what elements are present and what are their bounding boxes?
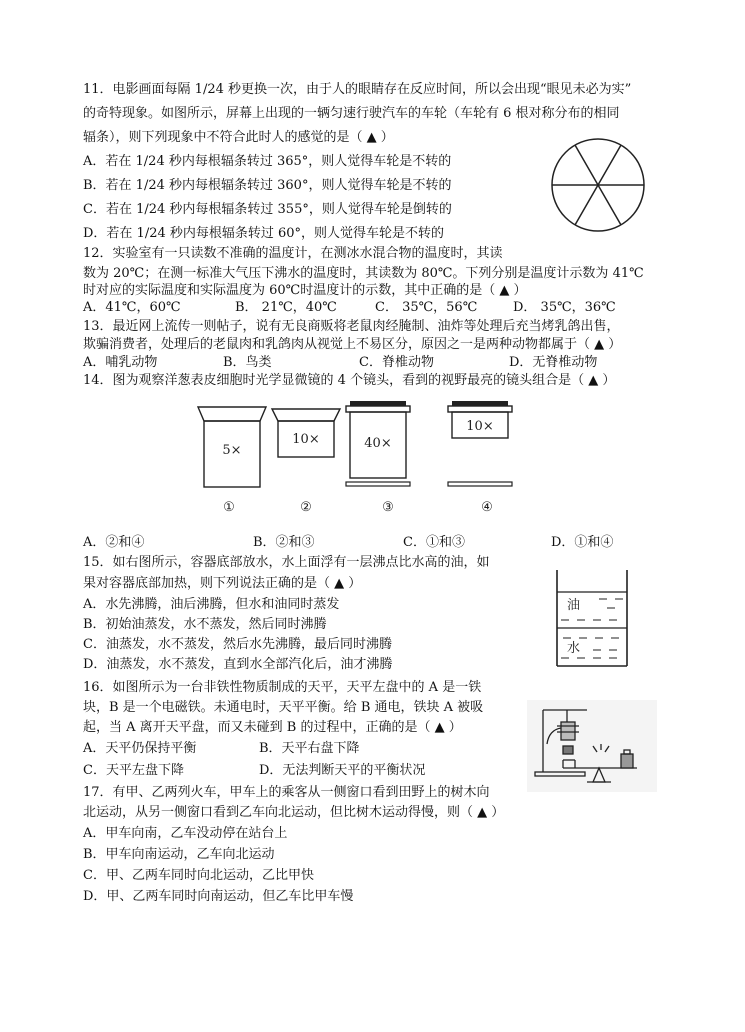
lens-3-label: 40× — [364, 436, 392, 451]
oil-label: 油 — [567, 598, 581, 613]
q14-option-c: C．①和③ — [403, 535, 465, 550]
q11-option-a: A．若在 1/24 秒内每根辐条转过 365°，则人觉得车轮是不转的 — [83, 154, 452, 169]
q17-option-a: A．甲车向南，乙车没动停在站台上 — [83, 826, 288, 841]
q12-stem-line-3: 时对应的实际温度和实际温度为 60℃时温度计的示数，其中正确的是（ ▲ ） — [83, 283, 527, 298]
q14-option-b: B．②和③ — [253, 535, 315, 550]
lens-1-label: 5× — [222, 443, 242, 458]
q16-stem-line-2: 块，B 是一个电磁铁。未通电时，天平平衡。给 B 通电，铁块 A 被吸 — [83, 700, 484, 715]
q11-option-d: D．若在 1/24 秒内每根辐条转过 60°，则人觉得车轮是不转的 — [83, 226, 445, 241]
q13-stem-line-1: 13．最近网上流传一则帖子，说有无良商贩将老鼠肉经腌制、油炸等处理后充当烤乳鸽出售， — [83, 319, 620, 334]
q15-stem-line-1: 15．如右图所示，容器底部放水，水上面浮有一层沸点比水高的油，如 — [83, 555, 490, 570]
q17-option-d: D．甲、乙两车同时向南运动，但乙车比甲车慢 — [83, 889, 354, 904]
lens-2-eyepiece — [272, 409, 340, 457]
q12-stem-line-2: 数为 20℃；在测一标准大气压下沸水的温度时，其读数为 80℃。下列分别是温度计示数为 41℃ — [83, 266, 644, 281]
q14-stem: 14．图为观察洋葱表皮细胞时光学显微镜的 4 个镜头，看到的视野最亮的镜头组合是（ ▲ ） — [83, 373, 616, 388]
q12-option-b: B． 21℃，40℃ — [235, 300, 337, 315]
lens-3-number: ③ — [382, 500, 394, 515]
q11-option-c: C．若在 1/24 秒内每根辐条转过 355°，则人觉得车轮是倒转的 — [83, 202, 452, 217]
q16-stem-line-1: 16．如图所示为一台非铁性物质制成的天平，天平左盘中的 A 是一铁 — [83, 680, 482, 695]
lens-1-number: ① — [223, 500, 235, 515]
q15-option-a: A．水先沸腾，油后沸腾，但水和油同时蒸发 — [83, 597, 340, 612]
q16-option-b: B．天平右盘下降 — [259, 741, 360, 756]
q17-stem-line-2: 北运动，从另一侧窗口看到乙车向北运动，但比树木运动得慢，则（ ▲ ） — [83, 805, 505, 820]
q11-option-b: B．若在 1/24 秒内每根辐条转过 360°，则人觉得车轮是不转的 — [83, 178, 452, 193]
beaker-figure — [553, 568, 631, 668]
lens-4-objective — [448, 401, 512, 486]
microscope-lenses-figure — [190, 395, 550, 520]
lens-2-number: ② — [300, 500, 312, 515]
q12-option-a: A．41℃，60℃ — [83, 300, 181, 315]
q11-stem-line-2: 的奇特现象。如图所示，屏幕上出现的一辆匀速行驶汽车的车轮（车轮有 6 根对称分布的相同 — [83, 106, 620, 121]
q15-option-c: C．油蒸发，水不蒸发，然后水先沸腾，最后同时沸腾 — [83, 637, 392, 652]
q13-option-d: D．无脊椎动物 — [509, 355, 598, 370]
q17-stem-line-1: 17．有甲、乙两列火车，甲车上的乘客从一侧窗口看到田野上的树木向 — [83, 785, 490, 800]
q12-option-c: C． 35℃，56℃ — [375, 300, 478, 315]
q13-option-a: A．哺乳动物 — [83, 355, 158, 370]
q16-option-a: A．天平仍保持平衡 — [83, 741, 197, 756]
q11-stem-line-3: 辐条），则下列现象中不符合此时人的感觉的是（ ▲ ） — [83, 130, 394, 145]
q11-stem-line-1: 11．电影画面每隔 1/24 秒更换一次，由于人的眼睛存在反应时间，所以会出现“眼见未必为实” — [83, 82, 632, 97]
q12-option-d: D． 35℃，36℃ — [513, 300, 616, 315]
q14-option-a: A．②和④ — [83, 535, 145, 550]
q15-option-d: D．油蒸发，水不蒸发，直到水全部汽化后，油才沸腾 — [83, 657, 393, 672]
lens-2-label: 10× — [292, 432, 320, 447]
q15-option-b: B．初始油蒸发，水不蒸发，然后同时沸腾 — [83, 617, 327, 632]
q16-option-c: C．天平左盘下降 — [83, 763, 184, 778]
q16-option-d: D．无法判断天平的平衡状况 — [259, 763, 426, 778]
wheel-figure — [549, 136, 647, 234]
q13-option-c: C．脊椎动物 — [359, 355, 434, 370]
lens-4-number: ④ — [481, 500, 493, 515]
q17-option-c: C．甲、乙两车同时向北运动，乙比甲快 — [83, 868, 314, 883]
q15-stem-line-2: 果对容器底部加热，则下列说法正确的是（ ▲ ） — [83, 576, 362, 591]
q12-stem-line-1: 12．实验室有一只读数不准确的温度计，在测冰水混合物的温度时，其读 — [83, 246, 503, 261]
q16-stem-line-3: 起，当 A 离开天平盘，而又未碰到 B 的过程中，正确的是（ ▲ ） — [83, 720, 462, 735]
q17-option-b: B．甲车向南运动，乙车向北运动 — [83, 847, 275, 862]
balance-figure — [527, 700, 657, 792]
q13-stem-line-2: 欺骗消费者，处理后的老鼠肉和乳鸽肉从视觉上不易区分，原因之一是两种动物都属于（ ▲ ） — [83, 337, 622, 352]
water-label: 水 — [567, 641, 581, 656]
lens-1-eyepiece — [198, 407, 266, 487]
q13-option-b: B．鸟类 — [223, 355, 272, 370]
q14-option-d: D．①和④ — [551, 535, 614, 550]
lens-3-objective — [346, 401, 410, 486]
lens-4-label: 10× — [466, 419, 494, 434]
